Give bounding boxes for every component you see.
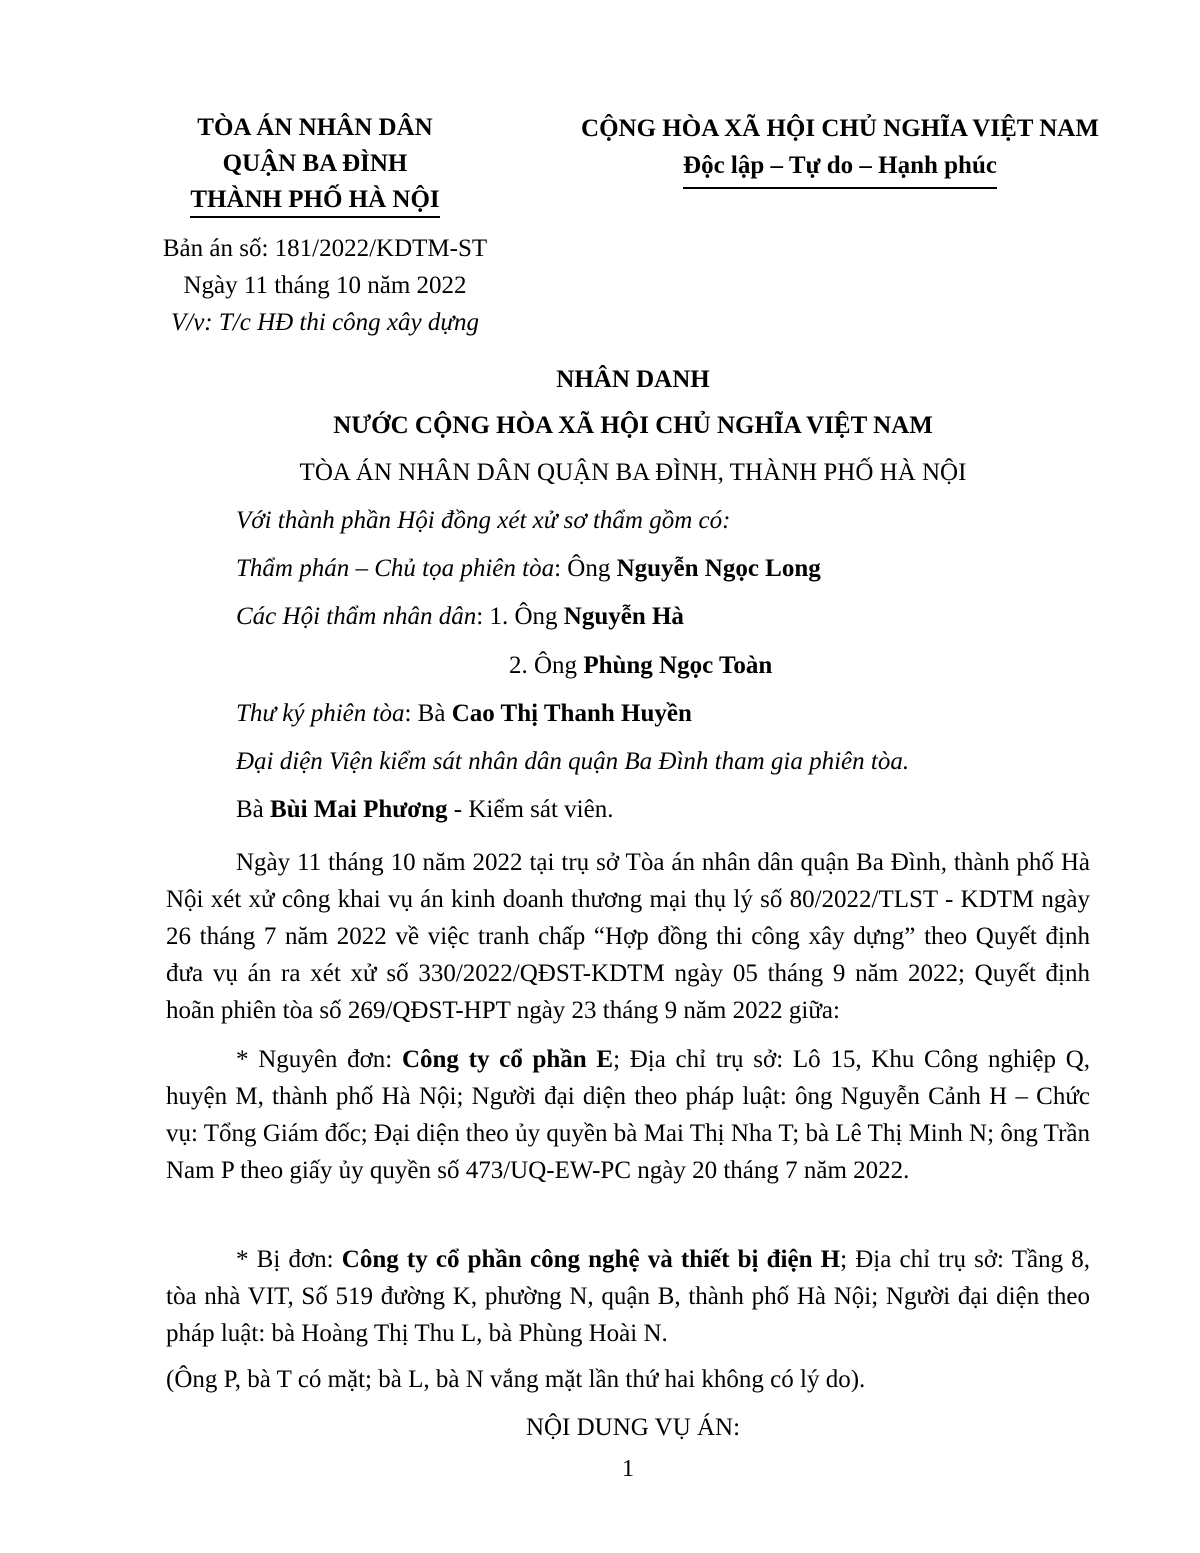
case-info bbox=[140, 230, 510, 341]
defendant-name: Công ty cổ phần công nghệ và thiết bị điện H bbox=[341, 1246, 841, 1273]
clerk-name: Cao Thị Thanh Huyền bbox=[451, 700, 692, 727]
panel-intro: Với thành phần Hội đồng xét xử sơ thẩm gồm có: bbox=[236, 507, 731, 534]
assessor2-prefix: 2. Ông bbox=[509, 652, 584, 679]
assessor2-name: Phùng Ngọc Toàn bbox=[583, 652, 773, 679]
clerk-line bbox=[236, 699, 692, 729]
prosecutor-name: Bùi Mai Phương bbox=[270, 796, 448, 823]
hearing-paragraph: Ngày 11 tháng 10 năm 2022 tại trụ sở Tòa án nhân dân quận Ba Đình, thành phố Hà Nội xét xử công khai vụ án kinh doanh thương mại thụ lý số 80/2022/TLST - KDTM ngày 26 tháng 7 năm 2022 về việc tranh chấp “Hợp đồng thi công xây dựng” theo Quyết định đưa vụ án ra xét xử số 330/2022/QĐST-KDTM ngày 05 tháng 9 năm 2022; Quyết định hoãn phiên tòa số 269/QĐST-HPT ngày 23 tháng 9 năm 2022 giữa: bbox=[166, 849, 1090, 1024]
plaintiff-prefix: * Nguyên đơn: bbox=[236, 1046, 402, 1073]
judge-label: Thẩm phán – Chủ tọa phiên tòa bbox=[236, 555, 555, 582]
plaintiff-detail: ; Địa chỉ trụ sở: Lô 15, Khu Công nghiệp Q, huyện M, thành phố Hà Nội; Người đại diện theo pháp luật: ông Nguyễn Cảnh H – Chức vụ: Tổng Giám đốc; Đại diện theo ủy quyền bà Mai Thị Nha T; bà Lê Thị Minh N; ông Trần Nam P theo giấy ủy quyền số 473/UQ-EW-PC ngày 20 tháng 7 năm 2022. bbox=[166, 1046, 1090, 1184]
assessor2-line bbox=[509, 651, 772, 681]
court-name-line1: TÒA ÁN NHÂN DÂN bbox=[197, 114, 433, 141]
assessors-label: Các Hội thẩm nhân dân bbox=[236, 603, 477, 630]
assessor1-name: Nguyễn Hà bbox=[563, 603, 684, 630]
clerk-prefix: : Bà bbox=[404, 700, 452, 727]
case-date: Ngày 11 tháng 10 năm 2022 bbox=[183, 272, 467, 299]
judge-prefix: : Ông bbox=[554, 555, 617, 582]
clerk-label: Thư ký phiên tòa bbox=[236, 700, 405, 727]
national-motto: Độc lập – Tự do – Hạnh phúc bbox=[683, 147, 997, 189]
defendant-detail: ; Địa chỉ trụ sở: Tầng 8, tòa nhà VIT, Số 519 đường K, phường N, quận B, thành phố Hà Nội; Người đại diện theo pháp luật: bà Hoàng Thị Thu L, bà Phùng Hoài N. bbox=[166, 1246, 1090, 1347]
court-name-line3: THÀNH PHỐ HÀ NỘI bbox=[190, 184, 439, 218]
assessor1-prefix: : 1. Ông bbox=[476, 603, 564, 630]
court-full-name: TÒA ÁN NHÂN DÂN QUẬN BA ĐÌNH, THÀNH PHỐ HÀ NỘI bbox=[299, 459, 967, 486]
page-number: 1 bbox=[622, 1456, 634, 1482]
national-header bbox=[550, 110, 1130, 189]
prosecutor-prefix: Bà bbox=[236, 796, 271, 823]
republic-heading: NƯỚC CỘNG HÒA XÃ HỘI CHỦ NGHĨA VIỆT NAM bbox=[333, 412, 933, 439]
plaintiff-paragraph bbox=[166, 1041, 1090, 1189]
court-header bbox=[150, 110, 480, 218]
judge-name: Nguyễn Ngọc Long bbox=[616, 555, 821, 582]
case-number: Bản án số: 181/2022/KDTM-ST bbox=[162, 235, 488, 262]
national-title: CỘNG HÒA XÃ HỘI CHỦ NGHĨA VIỆT NAM bbox=[581, 115, 1099, 142]
in-the-name-heading: NHÂN DANH bbox=[556, 366, 710, 393]
prosecutor-line bbox=[236, 795, 613, 825]
section-heading: NỘI DUNG VỤ ÁN: bbox=[525, 1414, 741, 1441]
court-name-line2: QUẬN BA ĐÌNH bbox=[222, 150, 408, 177]
defendant-paragraph bbox=[166, 1241, 1090, 1352]
plaintiff-name: Công ty cổ phần E bbox=[401, 1046, 614, 1073]
prosecutor-suffix: - Kiểm sát viên. bbox=[447, 796, 614, 823]
attendance-note: (Ông P, bà T có mặt; bà L, bà N vắng mặt lần thứ hai không có lý do). bbox=[166, 1366, 866, 1393]
procuracy-line: Đại diện Viện kiểm sát nhân dân quận Ba Đình tham gia phiên tòa. bbox=[236, 748, 910, 775]
judge-line bbox=[236, 554, 821, 584]
assessors-line bbox=[236, 602, 684, 632]
defendant-prefix: * Bị đơn: bbox=[236, 1246, 342, 1273]
case-subject: V/v: T/c HĐ thi công xây dựng bbox=[170, 309, 479, 336]
